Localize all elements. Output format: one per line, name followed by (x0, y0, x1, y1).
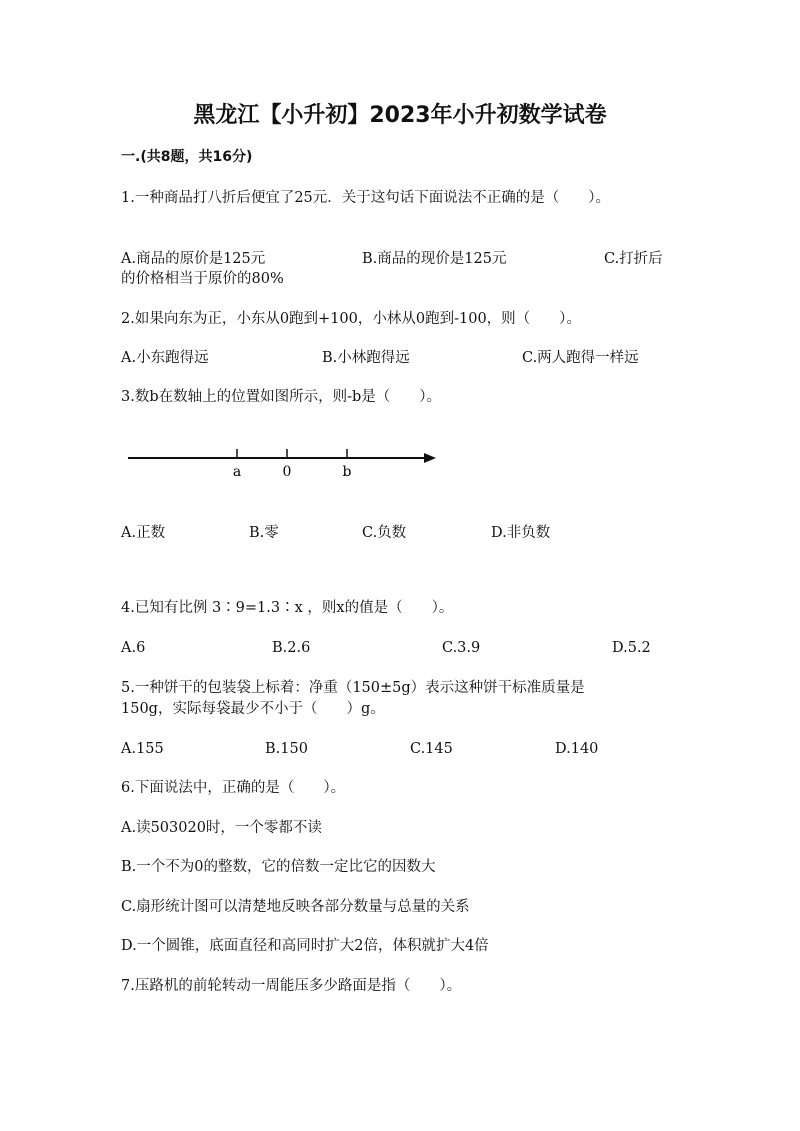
question-4-option-a[interactable]: A.6 (121, 640, 146, 656)
tick-label-a: a (232, 464, 242, 480)
arrow-right-icon (424, 453, 436, 463)
question-3-option-d[interactable]: D.非负数 (491, 525, 551, 541)
question-2-stem: 2.如果向东为正，小东从0跑到+100，小林从0跑到-100，则（ ）。 (121, 311, 581, 327)
question-4-option-b[interactable]: B.2.6 (272, 640, 311, 656)
page-title: 黑龙江【小升初】2023年小升初数学试卷 (193, 103, 607, 128)
question-1-option-c[interactable]: C.打折后 (604, 251, 663, 267)
question-3-option-b[interactable]: B.零 (249, 525, 279, 541)
question-3-stem: 3.数b在数轴上的位置如图所示，则-b是（ ）。 (121, 389, 442, 405)
question-1-stem: 1.一种商品打八折后便宜了25元．关于这句话下面说法不正确的是（ ）。 (121, 190, 611, 206)
section-heading: 一.(共8题，共16分) (121, 149, 253, 165)
question-4-stem: 4.已知有比例 3∶9=1.3∶x ，则x的值是（ ）。 (121, 600, 454, 616)
question-5-option-d[interactable]: D.140 (555, 741, 599, 757)
question-5-stem-line1: 5.一种饼干的包装袋上标着：净重（150±5g）表示这种饼干标准质量是 (121, 680, 585, 696)
question-2-option-b[interactable]: B.小林跑得远 (322, 350, 410, 366)
question-4-option-c[interactable]: C.3.9 (442, 640, 481, 656)
question-1-option-a[interactable]: A.商品的原价是125元 (121, 251, 266, 267)
question-6-option-c[interactable]: C.扇形统计图可以清楚地反映各部分数量与总量的关系 (121, 899, 470, 915)
question-3-option-c[interactable]: C.负数 (362, 525, 407, 541)
question-3-option-a[interactable]: A.正数 (121, 525, 166, 541)
tick-label-b: b (342, 464, 352, 480)
question-4-option-d[interactable]: D.5.2 (612, 640, 651, 656)
question-5-option-c[interactable]: C.145 (410, 741, 453, 757)
question-5-option-a[interactable]: A.155 (121, 741, 164, 757)
question-1-option-c-wrap: 的价格相当于原价的80% (121, 271, 284, 287)
question-5-stem-line2: 150g，实际每袋最少不小于（ ）g。 (121, 701, 385, 717)
question-6-option-a[interactable]: A.读503020时，一个零都不读 (121, 820, 322, 836)
question-6-stem: 6.下面说法中，正确的是（ ）。 (121, 780, 346, 796)
number-line-figure (120, 438, 450, 483)
question-1-option-b[interactable]: B.商品的现价是125元 (362, 251, 507, 267)
tick-label-zero: 0 (282, 464, 292, 480)
question-5-option-b[interactable]: B.150 (265, 741, 308, 757)
question-2-option-c[interactable]: C.两人跑得一样远 (522, 350, 639, 366)
question-6-option-b[interactable]: B.一个不为0的整数，它的倍数一定比它的因数大 (121, 859, 436, 875)
question-6-option-d[interactable]: D.一个圆锥，底面直径和高同时扩大2倍，体积就扩大4倍 (121, 938, 489, 954)
question-2-option-a[interactable]: A.小东跑得远 (121, 350, 209, 366)
question-7-stem: 7.压路机的前轮转动一周能压多少路面是指（ ）。 (121, 978, 462, 994)
